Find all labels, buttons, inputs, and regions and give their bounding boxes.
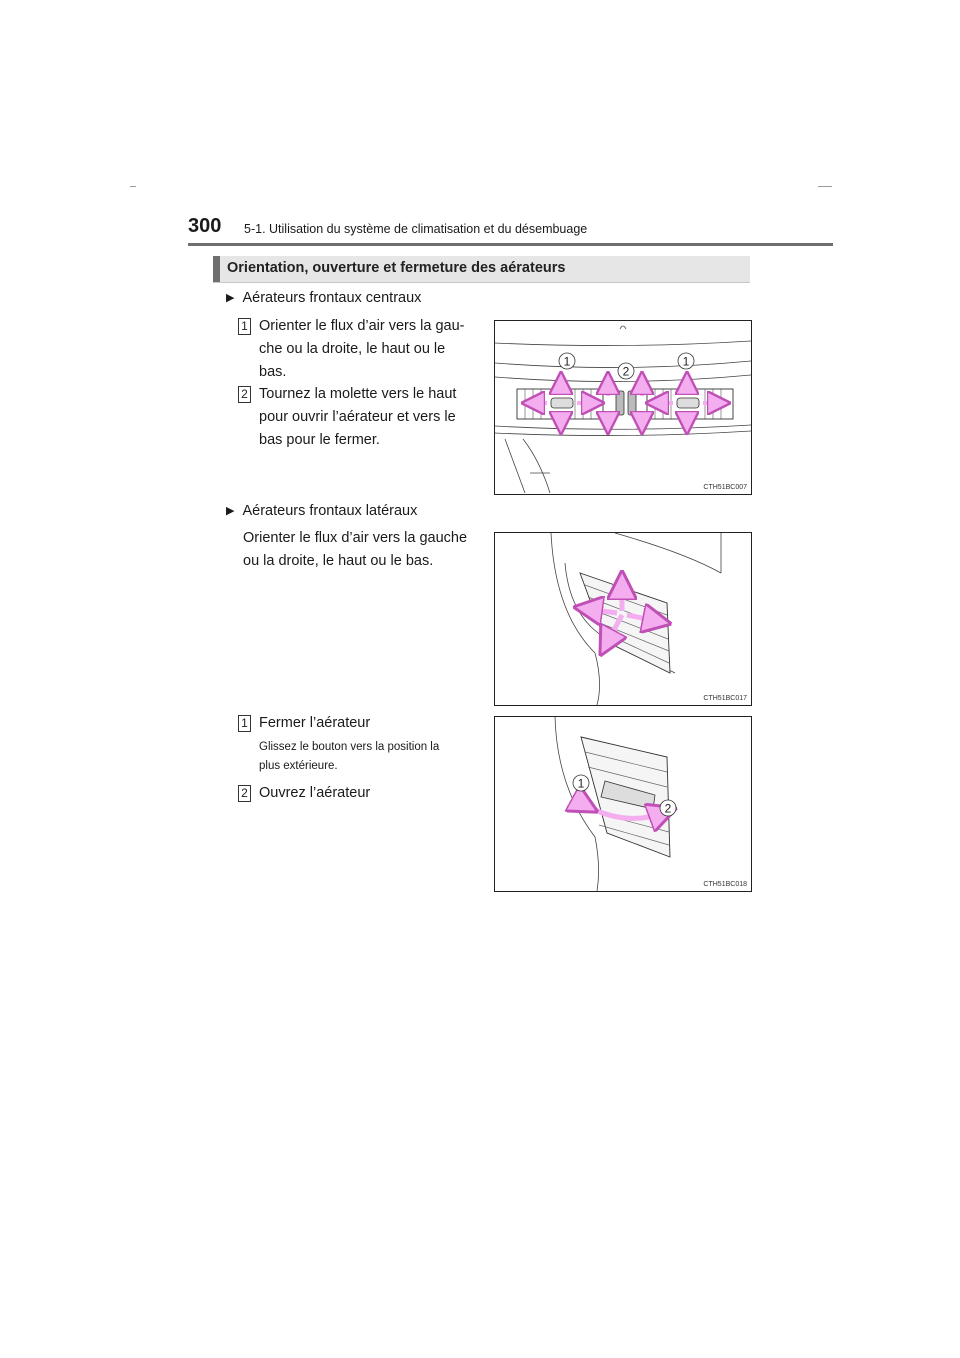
section-tab	[213, 256, 220, 282]
text-line: Orienter le flux d’air vers la gau-	[259, 318, 465, 334]
crop-mark-left	[130, 186, 136, 187]
step-number-2: 2	[238, 785, 251, 802]
figure-central-vents	[494, 320, 752, 495]
open-vent-title: Ouvrez l’aérateur	[259, 785, 371, 801]
callout-1: 1	[577, 776, 585, 791]
figure-code: CTH51BC007	[703, 484, 747, 491]
lateral-vent-illustration	[495, 533, 751, 705]
central-step-1	[259, 315, 477, 384]
text-line: bas.	[259, 364, 287, 380]
figure-code: CTH51BC017	[703, 695, 747, 702]
central-step-2	[259, 383, 477, 452]
callout-2-center: 2	[622, 364, 630, 379]
note-line: plus extérieure.	[259, 760, 338, 772]
lateral-heading-text: Aérateurs frontaux latéraux	[242, 503, 418, 519]
central-vents-illustration	[495, 321, 751, 494]
lateral-text	[243, 527, 477, 573]
section-title: Orientation, ouverture et fermeture des aérateurs	[227, 260, 566, 276]
text-line: pour ouvrir l’aérateur et vers le	[259, 409, 456, 425]
close-vent-title: Fermer l’aérateur	[259, 715, 371, 731]
close-vent-note	[259, 738, 477, 776]
figure-code: CTH51BC018	[703, 881, 747, 888]
note-line: Glissez le bouton vers la position la	[259, 741, 440, 753]
text-line: ou la droite, le haut ou le bas.	[243, 553, 434, 569]
text-line: bas pour le fermer.	[259, 432, 380, 448]
step-number-2: 2	[238, 386, 251, 403]
central-heading-text: Aérateurs frontaux centraux	[242, 290, 422, 306]
page-number: 300	[188, 215, 222, 237]
central-heading	[226, 290, 421, 306]
header-rule	[188, 243, 833, 246]
text-line: Orienter le flux d’air vers la gauche	[243, 530, 468, 546]
step-number-1: 1	[238, 715, 251, 732]
triangle-right-icon: ▶	[226, 292, 235, 304]
callout-1-left: 1	[563, 354, 571, 369]
section-heading-bar	[213, 256, 750, 283]
triangle-right-icon: ▶	[226, 505, 235, 517]
running-title: 5-1. Utilisation du système de climatisation et du désembuage	[244, 222, 588, 236]
vent-knob-illustration	[495, 717, 751, 891]
crop-mark-right	[818, 186, 832, 187]
step-number-1: 1	[238, 318, 251, 335]
figure-open-close-vent	[494, 716, 752, 892]
callout-2: 2	[664, 801, 672, 816]
figure-lateral-vents	[494, 532, 752, 706]
callout-1-right: 1	[682, 354, 690, 369]
text-line: Tournez la molette vers le haut	[259, 386, 457, 402]
text-line: che ou la droite, le haut ou le	[259, 341, 446, 357]
lateral-heading	[226, 503, 417, 519]
